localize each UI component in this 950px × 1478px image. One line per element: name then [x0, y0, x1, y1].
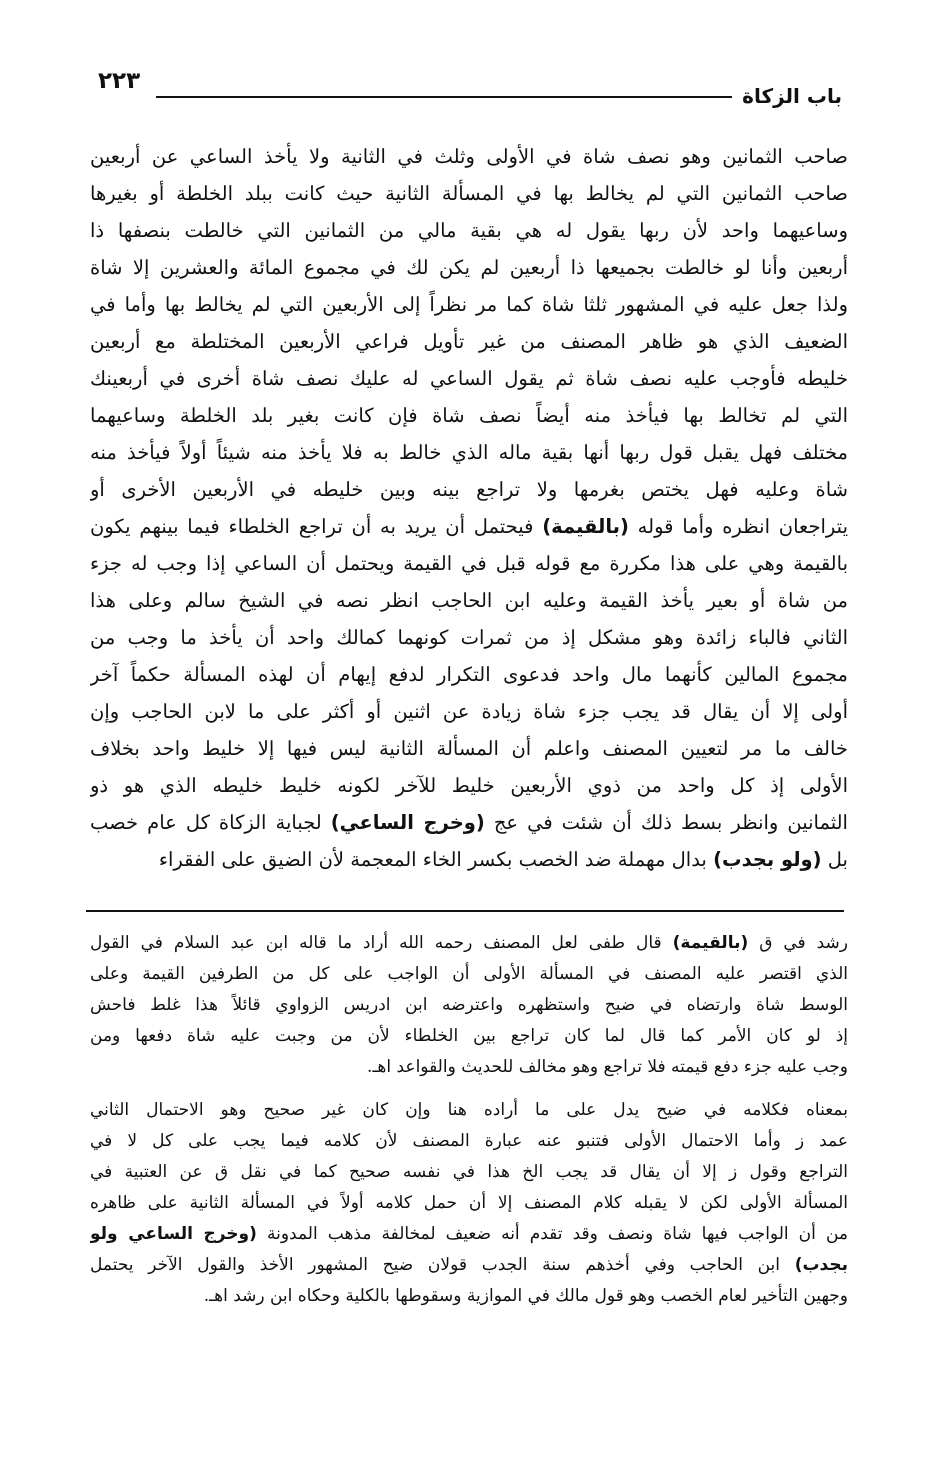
text-line: بمعناه فكلامه في ضيح يدل على ما أراده هنا وإن كان غير صحيح وهو الاحتمال الثاني [90, 1100, 848, 1120]
bold-lemma: (بالقيمة) [542, 515, 629, 538]
bold-lemma: (وخرج الساعي) [330, 811, 485, 834]
text-run: رشد في ق [748, 933, 848, 953]
bold-lemma: (ولو بجدب) [713, 848, 822, 871]
text-line [90, 508, 848, 545]
main-text-body [90, 138, 848, 878]
text-run: ابن الحاجب وفي أخذهم سنة الجدب قولان ضيح المشهور الأخذ والقول الآخر يحتمل [90, 1255, 795, 1275]
text-line: من شاة أو بعير يأخذ القيمة وعليه ابن الحاجب انظر نصه في الشيخ سالم وعلى هذا [90, 589, 848, 612]
text-line: وساعيهما واحد لأن ربها يقول له هي بقية مالي من الثمانين التي خالطت بنصفها ذا [90, 219, 848, 242]
paragraph-gap [90, 1083, 848, 1095]
running-title: باب الزكاة [742, 84, 842, 108]
text-line: الضعيف الذي هو ظاهر المصنف من غير تأويل فراعي الأربعين المختلطة مع أربعين [90, 330, 848, 353]
text-line: الوسط شاة وارتضاه في ضيح واستظهره واعترضه ابن ادريس الزواوي قائلاً هذا غلط فاحش [90, 995, 848, 1015]
text-run: قال طفى لعل المصنف رحمه الله أراد ما قاله ابن عبد السلام في القول [90, 933, 673, 953]
text-line: إذ لو كان الأمر كما قال لما كان تراجع بين الخلطاء لأن من وجبت عليه شاة دفعها ومن [90, 1026, 848, 1046]
text-line: أولى إلا أن يقال قد يجب جزء شاة زيادة عن اثنين أو أكثر على ما لابن الحاجب وإن [90, 700, 848, 723]
text-run: الثمانين وانظر بسط ذلك أن شئت في عج [484, 811, 848, 834]
bold-lemma: بجدب) [794, 1255, 848, 1275]
page-header [92, 62, 844, 112]
footnotes [90, 928, 848, 1312]
header-rule [156, 96, 732, 98]
text-line: صاحب الثمانين التي لم يخالط بها في المسألة الثانية حيث كانت ببلد الخلطة أو بغيرها [90, 182, 848, 205]
text-run: لجباية الزكاة كل عام خصب [90, 811, 331, 834]
text-line: مجموع المالين كأنهما مال واحد فدعوى التكرار لدفع إيهام أن لهذه المسألة حكماً آخر [90, 663, 848, 686]
bold-lemma: (بالقيمة) [672, 933, 749, 953]
text-line: الثاني فالباء زائدة وهو مشكل إذ من ثمرات كونهما كمالك واحد أن يأخذ ما وجب من [90, 626, 848, 649]
text-line: خليطه فأوجب عليه نصف شاة ثم يقول الساعي له عليك نصف شاة أخرى في أربعينك [90, 367, 848, 390]
page-number: ٢٢٣ [98, 68, 141, 94]
text-run: يتراجعان انظره وأما قوله [628, 515, 848, 538]
text-line [90, 1219, 848, 1250]
text-run: فيحتمل أن يريد به أن تراجع الخلطاء فيما بينهم يكون [90, 515, 543, 538]
text-line: صاحب الثمانين وهو نصف شاة في الأولى وثلث في الثانية ولا يأخذ الساعي عن أربعين [90, 145, 848, 168]
text-line: الأولى إذ كل واحد من ذوي الأربعين خليط للآخر لكونه خليط خليطه الذي هو ذو [90, 774, 848, 797]
text-line: مختلف فهل يقبل قول ربها أنها بقية ماله الذي خالط به فلا يأخذ منه شيئاً أولاً فيأخذ منه [90, 441, 848, 464]
text-line: أربعين وأنا لو خالطت بجميعها ذا أربعين لم يكن لك في مجموع المائة والعشرين إلا شاة [90, 256, 848, 279]
text-run: بل [821, 848, 848, 871]
text-line: خالف ما مر لتعيين المصنف واعلم أن المسألة الثانية ليس فيها إلا خليط واحد بخلاف [90, 737, 848, 760]
text-line: شاة وعليه فهل يختص بغرمها ولا تراجع بينه وبين خليطه في الأربعين الأخرى أو [90, 478, 848, 501]
text-run: بدال مهملة ضد الخصب بكسر الخاء المعجمة لأن الضيق على الفقراء [158, 848, 714, 871]
text-line: التي لم تخالط بها فيأخذ منه أيضاً نصف شاة فإن كانت بغير بلد الخلطة وساعيهما [90, 404, 848, 427]
text-line: الذي اقتصر عليه المصنف في المسألة الأولى أن الواجب على كل من الطرفين القيمة وعلى [90, 964, 848, 984]
text-line: عمد ز وأما الاحتمال الأولى فتنبو عنه عبارة المصنف لأن كلامه فيما يجب على كل لا في [90, 1131, 848, 1151]
text-line [90, 1250, 848, 1281]
bold-lemma: (وخرج الساعي ولو [90, 1224, 257, 1244]
text-line: ولذا جعل عليه في المشهور ثلثا شاة كما مر نظراً إلى الأربعين التي لم يخالط بها وأما في [90, 293, 848, 316]
text-run: من أن الواجب فيها شاة ونصف وقد تقدم أنه ضعيف لمخالفة مذهب المدونة [256, 1224, 848, 1244]
text-line: المسألة الأولى لكن لا يقبله كلام المصنف إلا أن حمل كلامه أولاً في المسألة الثانية على ظاهره [90, 1193, 848, 1213]
text-line: وجهين التأخير لعام الخصب وهو قول مالك في الموازية وسقوطها بالكلية وحكاه ابن رشد اهـ. [203, 1286, 848, 1306]
text-line [90, 928, 848, 959]
text-line: بالقيمة وهي على هذا مكررة مع قوله قبل في القيمة ويحتمل أن الساعي إذا وجب له جزء [90, 552, 848, 575]
text-line [90, 841, 848, 878]
text-line: وجب عليه جزء دفع قيمته فلا تراجع وهو مخالف للحديث والقواعد اهـ. [367, 1057, 848, 1077]
text-line [90, 804, 848, 841]
footnote-separator [86, 910, 844, 912]
text-line: التراجع وقول ز إلا أن يقال قد يجب الخ هذا في نفسه صحيح كما في نقل ق عن العتبية في [90, 1162, 848, 1182]
